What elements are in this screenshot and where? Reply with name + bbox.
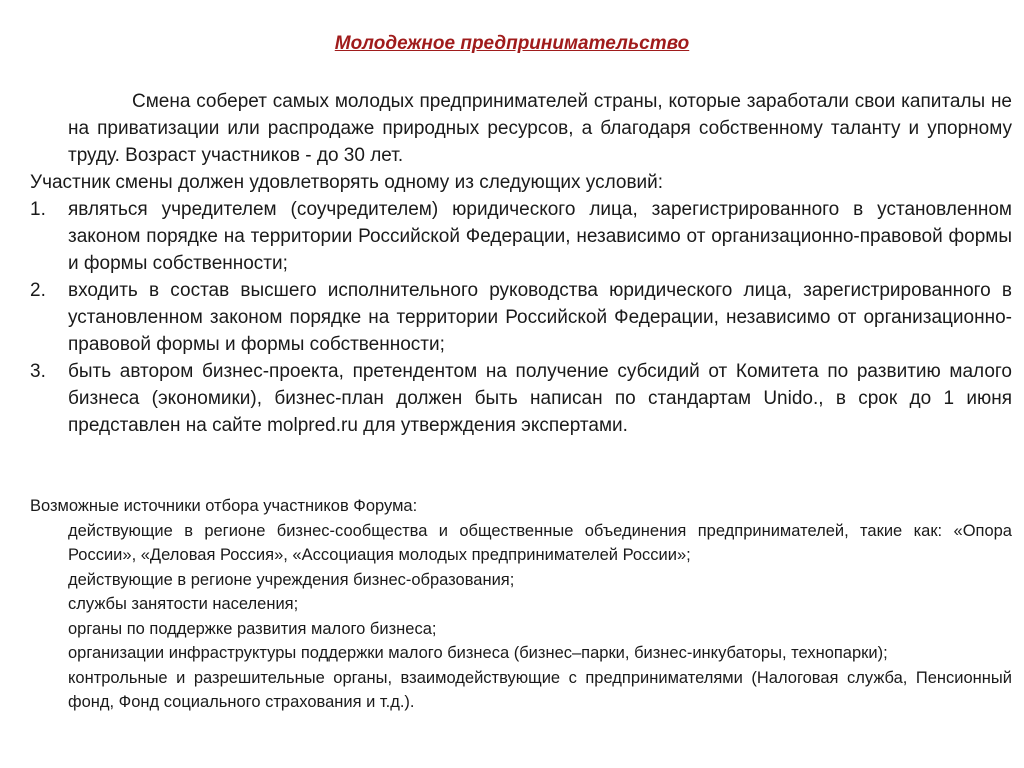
source-item: контрольные и разрешительные органы, взаимодействующие с предпринимателями (Налоговая служба, Пенсионный фонд, Фонд социального страхования и т.д.). — [68, 668, 1012, 711]
sources-list — [30, 519, 1012, 715]
condition-item — [30, 358, 1012, 439]
source-item: действующие в регионе учреждения бизнес-образования; — [68, 570, 515, 589]
intro-paragraph: Смена соберет самых молодых предпринимателей страны, которые заработали свои капиталы не на приватизации или распродаже природных ресурсов, а благодаря собственному таланту и упорному труду. Возраст участников - до 30 лет. — [68, 91, 1012, 166]
page-title: Молодежное предпринимательство — [334, 33, 690, 54]
condition-item — [30, 196, 1012, 277]
condition-text: входить в состав высшего исполнительного руководства юридического лица, зарегистрированного в установленном законом порядке на территории Российской Федерации, независимо от организационно-правовой формы и формы собственности; — [68, 280, 1012, 355]
main-content — [30, 88, 1012, 439]
condition-item — [30, 277, 1012, 358]
conditions-heading: Участник смены должен удовлетворять одному из следующих условий: — [30, 172, 664, 193]
condition-number: 1. — [30, 199, 46, 220]
sources-section — [30, 494, 1012, 715]
source-item: действующие в регионе бизнес-сообщества и общественные объединения предпринимателей, такие как: «Опора России», «Деловая Россия», «Ассоциация молодых предпринимателей России»; — [68, 521, 1012, 564]
condition-number: 3. — [30, 361, 46, 382]
condition-number: 2. — [30, 280, 46, 301]
source-item: службы занятости населения; — [68, 595, 299, 613]
sources-heading: Возможные источники отбора участников Форума: — [30, 497, 418, 515]
source-item: организации инфраструктуры поддержки малого бизнеса (бизнес–парки, бизнес-инкубаторы, технопарки); — [68, 644, 888, 662]
condition-text: являться учредителем (соучредителем) юридического лица, зарегистрированного в установленном законом порядке на территории Российской Федерации, независимо от организационно-правовой формы и формы собственности; — [68, 199, 1012, 274]
conditions-list — [30, 196, 1012, 439]
source-item: органы по поддержке развития малого бизнеса; — [68, 619, 437, 638]
condition-text: быть автором бизнес-проекта, претендентом на получение субсидий от Комитета по развитию малого бизнеса (экономики), бизнес-план должен быть написан по стандартам Unido., в срок до 1 июня представлен на сайте molpred.ru для утверждения экспертами. — [68, 361, 1012, 436]
